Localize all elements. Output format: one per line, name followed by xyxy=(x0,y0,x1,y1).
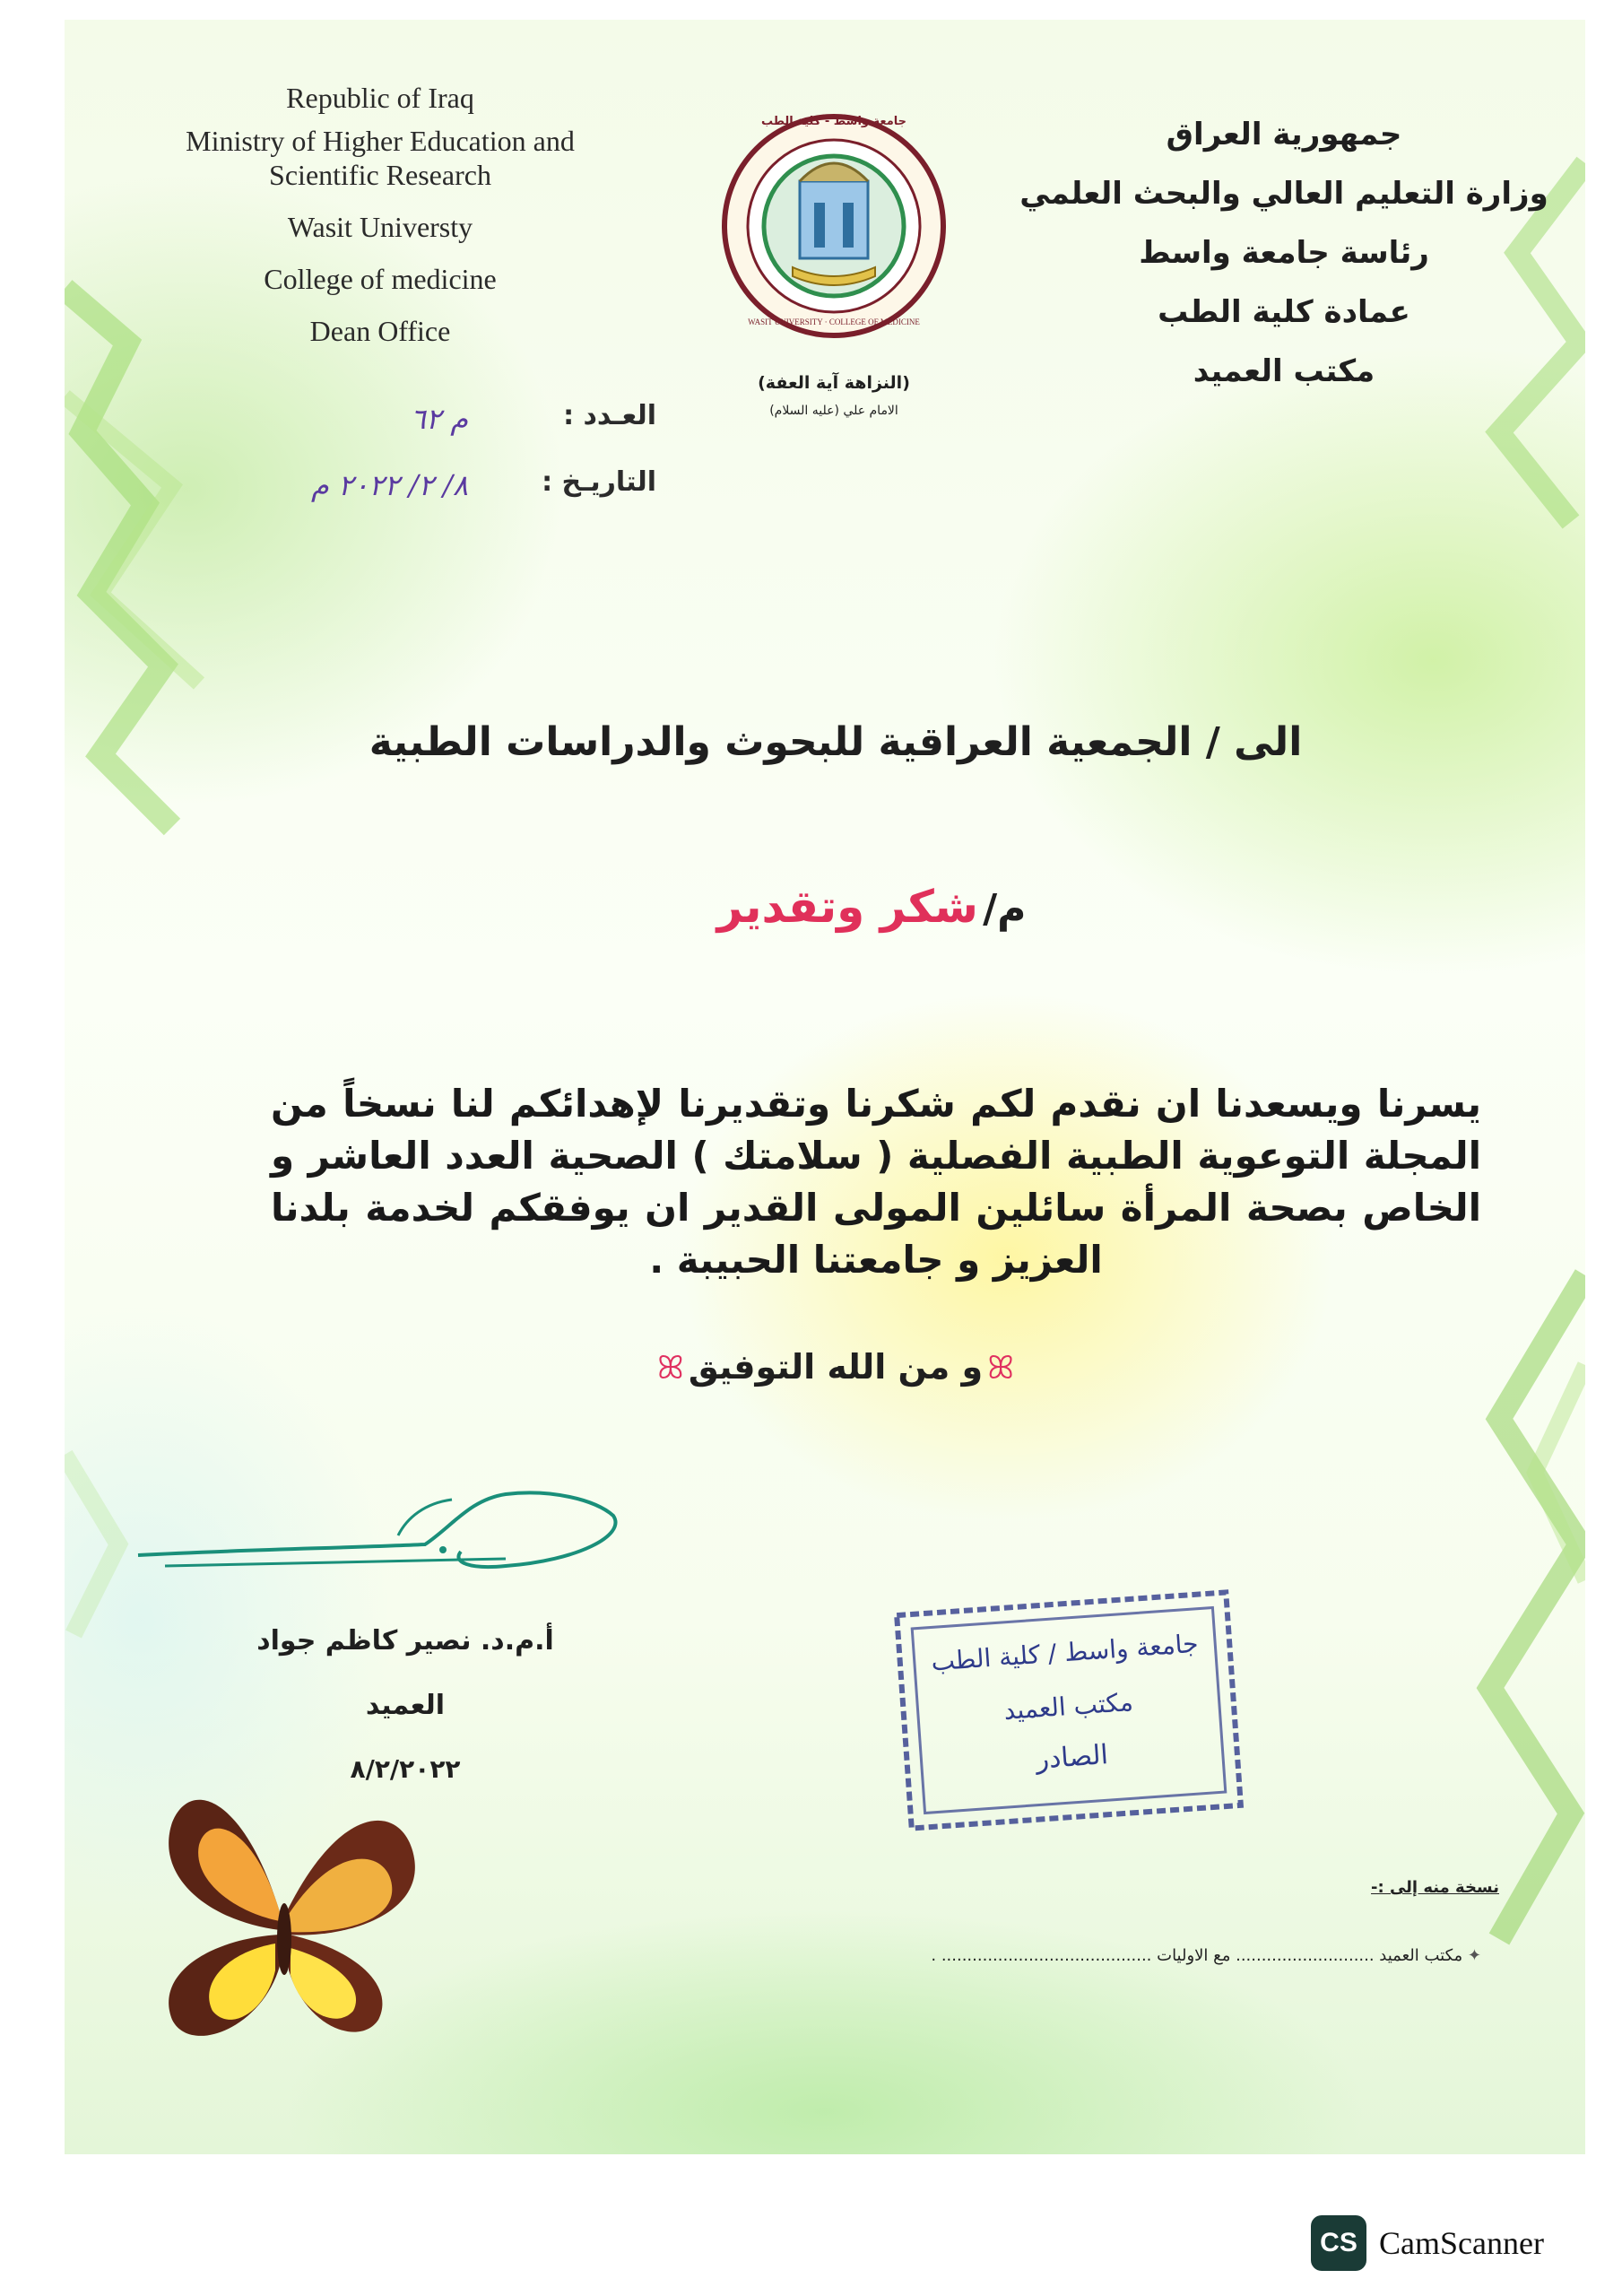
signatory-name: أ.م.د. نصير كاظم جواد xyxy=(256,1625,554,1657)
header-ar-country: جمهورية العراق xyxy=(1166,117,1402,152)
subject-title: شكر وتقدير xyxy=(716,881,978,933)
header-en-college: College of medicine xyxy=(264,263,497,295)
closing-line xyxy=(567,1347,1105,1387)
header-ar-ministry: وزارة التعليم العالي والبحث العلمي xyxy=(1019,176,1548,212)
copies-bullet-icon: ✦ xyxy=(1467,1946,1481,1965)
date-label: التاريـخ : xyxy=(542,466,656,498)
closing-ornament-right-icon: ꕤ xyxy=(987,1350,1015,1387)
header-en-ministry: Ministry of Higher Education and xyxy=(186,125,575,157)
camscanner-name: CamScanner xyxy=(1379,2225,1544,2261)
number-value: م ٦٢ xyxy=(410,402,468,436)
english-header xyxy=(129,81,631,348)
header-ar-office: مكتب العميد xyxy=(1193,353,1375,389)
closing-text: و من الله التوفيق xyxy=(688,1347,984,1387)
recipient-line: الى / الجمعية العراقية للبحوث والدراسات الطبية xyxy=(369,719,1303,765)
copies-label: نسخة منه إلى :- xyxy=(1371,1878,1499,1897)
header-en-office: Dean Office xyxy=(309,315,451,347)
logo-top-text: جامعة واسط - كلية الطب xyxy=(760,115,907,128)
logo-motto-source: الامام علي (عليه السلام) xyxy=(769,404,898,418)
arabic-header xyxy=(1015,117,1553,389)
stamp-line-3: الصادر xyxy=(1035,1739,1110,1776)
university-logo xyxy=(717,109,950,343)
signature-icon xyxy=(129,1473,631,1598)
signatory-title: العميد xyxy=(365,1690,446,1721)
stamp-line-1: جامعة واسط / كلية الطب xyxy=(930,1628,1200,1677)
closing-ornament-left-icon: ꕤ xyxy=(656,1350,684,1387)
header-en-ministry-cont: Scientific Research xyxy=(269,159,491,191)
butterfly-icon xyxy=(136,1760,441,2065)
reference-number xyxy=(226,400,656,445)
number-label: العـدد : xyxy=(563,400,656,431)
signatory-date: ٨/٢/٢٠٢٢ xyxy=(350,1754,461,1784)
copies-item xyxy=(728,1946,1481,1965)
reference-date xyxy=(154,466,656,511)
subject-prefix: م/ xyxy=(983,886,1027,932)
letter-body: يسرنا ويسعدنا ان نقدم لكم شكرنا وتقديرنا لإهدائكم لنا نسخاً من المجلة التوعوية الطبية الفصلية ( سلامتك ) الصحية العدد العاشر و الخاص بصحة المرأة سائلين المولى القدير ان يوفقكم لخدمة بلدنا العزيز و جامعتنا الحبيبة . xyxy=(271,1082,1481,1282)
stamp-line-2: مكتب العميد xyxy=(1002,1687,1134,1726)
header-ar-university: رئاسة جامعة واسط xyxy=(1139,235,1429,271)
office-stamp xyxy=(891,1587,1247,1834)
logo-motto: (النزاهة آية العفة) xyxy=(758,373,910,393)
logo-ring-text: WASIT UNIVERSITY · COLLEGE OF MEDICINE xyxy=(748,317,920,326)
camscanner-logo-icon: CS xyxy=(1311,2215,1366,2271)
camscanner-brand xyxy=(1311,2215,1544,2271)
subject-line xyxy=(531,881,1212,933)
header-en-university: Wasit Universty xyxy=(287,211,473,243)
header-ar-college: عمادة كلية الطب xyxy=(1158,294,1410,330)
logo-emblem-icon xyxy=(717,109,950,343)
date-value: ٨/ ٢/ ٢٠٢٢ م xyxy=(310,468,468,502)
copies-item-text: مكتب العميد ........................... مع الاوليات ......................................... . xyxy=(931,1946,1463,1965)
letter-page xyxy=(65,20,1585,2154)
header-en-country: Republic of Iraq xyxy=(286,82,474,114)
